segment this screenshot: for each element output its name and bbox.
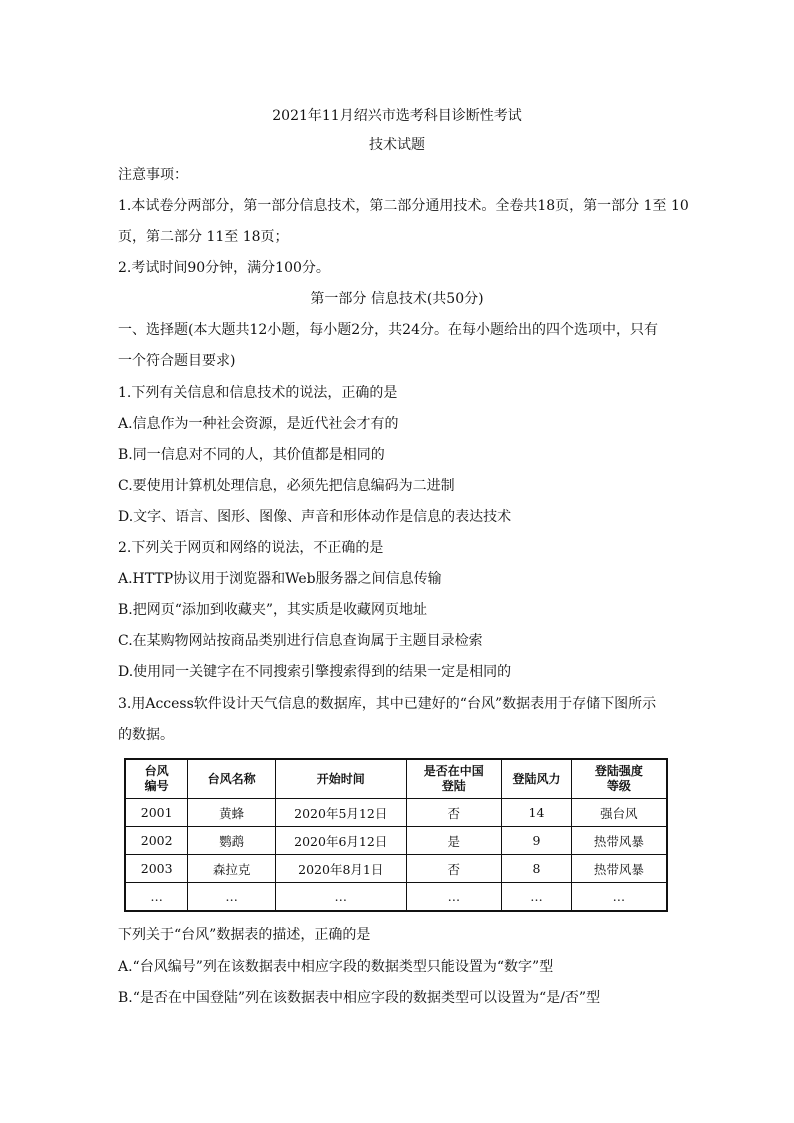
question-1-option-a: A.信息作为一种社会资源，是近代社会才有的 [118, 416, 399, 432]
question-2-stem: 2.下列关于网页和网络的说法，不正确的是 [118, 540, 384, 556]
typhoon-table [124, 758, 668, 912]
question-3-prompt: 下列关于“台风”数据表的描述，正确的是 [118, 927, 371, 943]
cell-start-time: 2020年5月12日 [275, 799, 406, 827]
header-landed-in-china: 是否在中国 登陆 [406, 759, 502, 799]
notice-item-1-line-1: 1.本试卷分两部分，第一部分信息技术，第二部分通用技术。全卷共18页，第一部分 1至 10 [118, 198, 689, 214]
cell-landed: 是 [406, 827, 502, 855]
cell-name: 森拉克 [188, 855, 276, 883]
question-1-stem: 1.下列有关信息和信息技术的说法，正确的是 [118, 385, 398, 401]
question-1-option-d: D.文字、语言、图形、图像、声音和形体动作是信息的表达技术 [118, 509, 512, 525]
cell-id: … [125, 883, 188, 912]
exam-subtitle: 技术试题 [369, 137, 425, 153]
question-3-option-b: B.“是否在中国登陆”列在该数据表中相应字段的数据类型可以设置为“是/否”型 [118, 990, 601, 1006]
cell-intensity: 热带风暴 [571, 855, 667, 883]
cell-id: 2002 [125, 827, 188, 855]
cell-wind-force: … [502, 883, 572, 912]
cell-intensity: 强台风 [571, 799, 667, 827]
header-landing-intensity-level: 登陆强度 等级 [571, 759, 667, 799]
cell-wind-force: 9 [502, 827, 572, 855]
question-3-option-a: A.“台风编号”列在该数据表中相应字段的数据类型只能设置为“数字”型 [118, 959, 554, 975]
question-1-option-b: B.同一信息对不同的人，其价值都是相同的 [118, 447, 385, 463]
notice-heading: 注意事项： [118, 167, 188, 183]
cell-intensity: … [571, 883, 667, 912]
cell-intensity: 热带风暴 [571, 827, 667, 855]
typhoon-table-container [124, 758, 668, 912]
header-start-time: 开始时间 [275, 759, 406, 799]
cell-start-time: 2020年6月12日 [275, 827, 406, 855]
part-heading: 第一部分 信息技术(共50分) [310, 291, 484, 307]
question-2-option-d: D.使用同一关键字在不同搜索引擎搜索得到的结果一定是相同的 [118, 664, 512, 680]
cell-name: … [188, 883, 276, 912]
exam-title: 2021年11月绍兴市选考科目诊断性考试 [272, 108, 522, 124]
question-1-option-c: C.要使用计算机处理信息，必须先把信息编码为二进制 [118, 478, 455, 494]
cell-landed: 否 [406, 855, 502, 883]
header-typhoon-name: 台风名称 [188, 759, 276, 799]
notice-item-2: 2.考试时间90分钟，满分100分。 [118, 260, 330, 276]
table-row [125, 883, 667, 912]
notice-item-1-line-2: 页，第二部分 11至 18页； [118, 229, 289, 245]
question-2-option-a: A.HTTP协议用于浏览器和Web服务器之间信息传输 [118, 571, 442, 587]
question-2-option-c: C.在某购物网站按商品类别进行信息查询属于主题目录检索 [118, 633, 483, 649]
question-3-stem-line-1: 3.用Access软件设计天气信息的数据库，其中已建好的“台风”数据表用于存储下图所示 [118, 696, 657, 712]
table-row [125, 855, 667, 883]
header-landing-wind-force: 登陆风力 [502, 759, 572, 799]
cell-start-time: … [275, 883, 406, 912]
section-instruction-line-2: 一个符合题目要求) [118, 353, 236, 369]
cell-wind-force: 14 [502, 799, 572, 827]
cell-start-time: 2020年8月1日 [275, 855, 406, 883]
cell-landed: … [406, 883, 502, 912]
cell-wind-force: 8 [502, 855, 572, 883]
section-instruction-line-1: 一、选择题(本大题共12小题，每小题2分，共24分。在每小题给出的四个选项中，只有 [118, 322, 658, 338]
cell-id: 2001 [125, 799, 188, 827]
table-row [125, 799, 667, 827]
question-2-option-b: B.把网页“添加到收藏夹”，其实质是收藏网页地址 [118, 602, 428, 618]
table-header-row [125, 759, 667, 799]
question-3-stem-line-2: 的数据。 [118, 727, 174, 743]
header-typhoon-id: 台风 编号 [125, 759, 188, 799]
table-row [125, 827, 667, 855]
cell-name: 鹦鹉 [188, 827, 276, 855]
cell-id: 2003 [125, 855, 188, 883]
cell-name: 黄蜂 [188, 799, 276, 827]
cell-landed: 否 [406, 799, 502, 827]
